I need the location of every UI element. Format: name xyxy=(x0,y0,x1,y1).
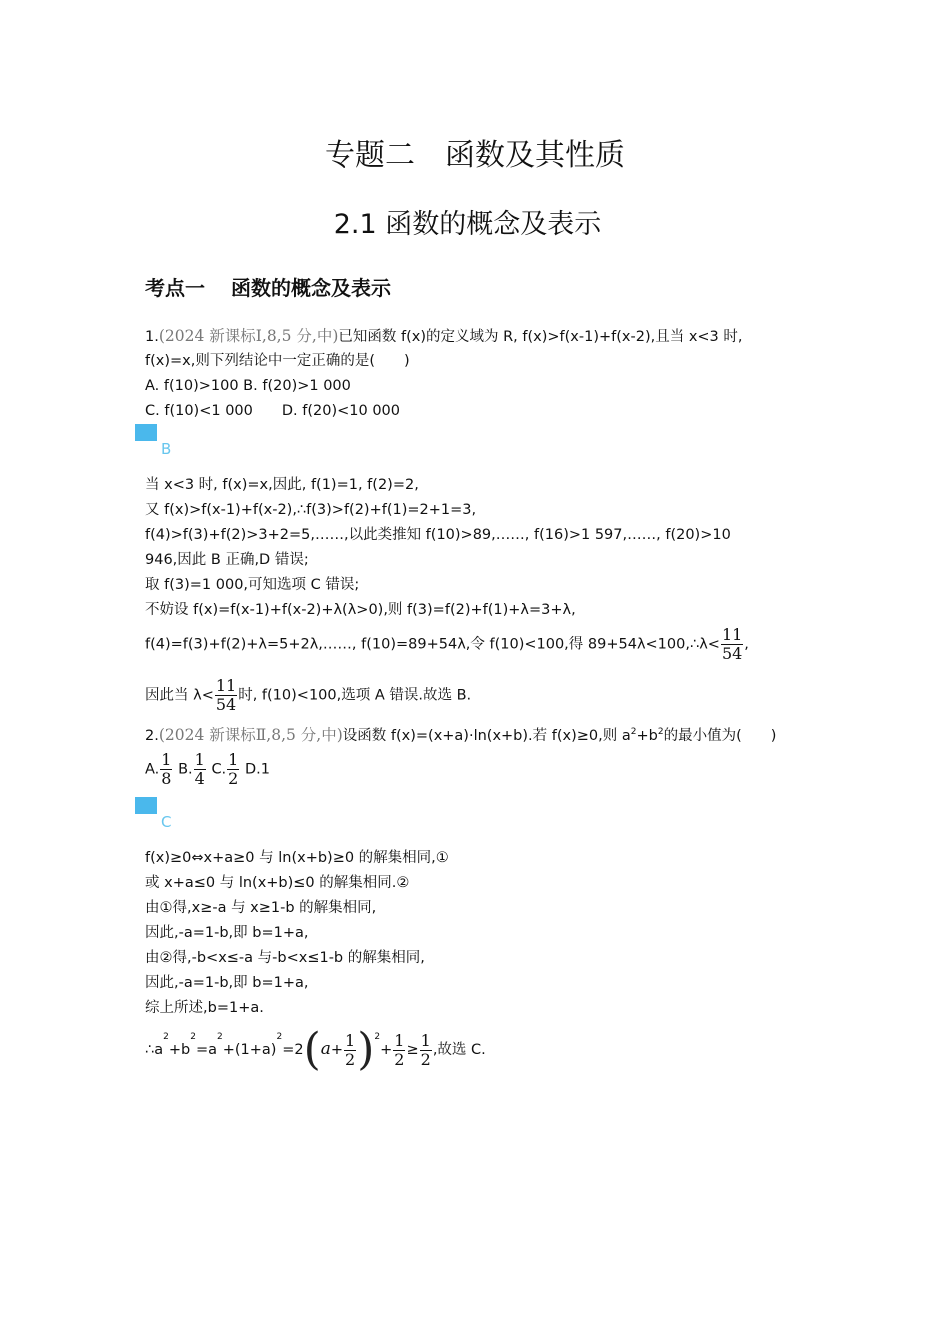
q2-solution-line6: 因此,-a=1-b,即 b=1+a, xyxy=(145,975,309,991)
q2-answer: C xyxy=(161,813,172,831)
fraction-1-4: $\frac{1}{4}$ xyxy=(194,750,205,788)
q1-solution-line7: f(4)=f(3)+f(2)+λ=5+2λ,……, f(10)=89+54λ,令 f(10)<100,得 89+54λ<100,∴λ< $\frac{11}{54}$ , xyxy=(145,625,749,663)
q1-solution-line4: 946,因此 B 正确,D 错误; xyxy=(145,552,309,568)
q2-solution-line7: 综上所述,b=1+a. xyxy=(145,1000,264,1016)
q1-source: (2024 新课标Ⅰ,8,5 分,中) xyxy=(158,327,339,345)
q2-options: A. $\frac{1}{8}$ B. $\frac{1}{4}$ C. $\frac{1}{2}$ D.1 xyxy=(145,750,270,788)
fraction-11-54: $\frac{11}{54}$ xyxy=(721,625,743,663)
q1-solution-line2: 又 f(x)>f(x-1)+f(x-2),∴f(3)>f(2)+f(1)=2+1=3, xyxy=(145,502,477,518)
q2-number: 2. xyxy=(145,728,159,744)
q2-stem-line: 2.(2024 新课标Ⅱ,8,5 分,中)设函数 f(x)=(x+a)·ln(x+b).若 f(x)≥0,则 $a^2+b^2$的最小值为( ) xyxy=(145,726,777,744)
q1-number: 1. xyxy=(145,329,159,345)
q1-solution-line5: 取 f(3)=1 000,可知选项 C 错误; xyxy=(145,577,360,593)
q2-final-line: $\therefore a^2+b^2=a^2+(1+a)^2=2(a+$ $\frac{1}{2}$ )$^2$+ $\frac{1}{2}$ ≥ $\frac{1}{2}$ ,故选 C. xyxy=(145,1024,486,1075)
q1-solution-line6: 不妨设 f(x)=f(x-1)+f(x-2)+λ(λ>0),则 f(3)=f(2)+f(1)+λ=3+λ, xyxy=(145,602,576,618)
q1-stem-line1 xyxy=(145,326,743,347)
q2-solution-line2: 或 x+a≤0 与 ln(x+b)≤0 的解集相同.② xyxy=(145,875,410,891)
fraction-1-2: $\frac{1}{2}$ xyxy=(345,1030,356,1069)
q1-options-line1: A. f(10)>100 B. f(20)>1 000 xyxy=(145,378,351,394)
left-paren: ( xyxy=(303,1024,321,1075)
section-number: 考点一 xyxy=(145,276,205,300)
fraction-1-2: $\frac{1}{2}$ xyxy=(228,750,239,788)
q2-solution-line4: 因此,-a=1-b,即 b=1+a, xyxy=(145,925,309,941)
fraction-1-2: $\frac{1}{2}$ xyxy=(394,1030,405,1069)
q2-solution-line1: f(x)≥0⇔x+a≥0 与 ln(x+b)≥0 的解集相同,① xyxy=(145,850,449,866)
fraction-1-2: $\frac{1}{2}$ xyxy=(420,1030,431,1069)
q1-solution-line1: 当 x<3 时, f(x)=x,因此, f(1)=1, f(2)=2, xyxy=(145,477,419,493)
right-paren: ) xyxy=(357,1024,375,1075)
q1-solution-line3: f(4)>f(3)+f(2)>3+2=5,……,以此类推知 f(10)>89,……, f(16)>1 597,……, f(20)>10 xyxy=(145,527,731,543)
q2-solution-line5: 由②得,-b<x≤-a 与-b<x≤1-b 的解集相同, xyxy=(145,950,425,966)
q1-stem-text1: 已知函数 f(x)的定义域为 R, f(x)>f(x-1)+f(x-2),且当 x<3 时, xyxy=(338,329,743,345)
section-title: 函数的概念及表示 xyxy=(231,276,391,300)
page-subtitle: 2.1 函数的概念及表示 xyxy=(333,209,602,240)
q1-answer-marker xyxy=(135,424,157,441)
q1-solution-line8: 因此当 λ< $\frac{11}{54}$ 时, f(10)<100,选项 A 错误.故选 B. xyxy=(145,676,472,714)
title-part1: 专题二 xyxy=(325,138,415,173)
q1-solution-line7-text: f(4)=f(3)+f(2)+λ=5+2λ,……, f(10)=89+54λ,令 f(10)<100,得 89+54λ<100,∴λ< xyxy=(145,636,720,653)
q2-source: (2024 新课标Ⅱ,8,5 分,中) xyxy=(158,726,343,744)
section-heading xyxy=(145,272,391,301)
fraction-1-8: $\frac{1}{8}$ xyxy=(161,750,172,788)
q1-options-line2: C. f(10)<1 000 D. f(20)<10 000 xyxy=(145,403,401,419)
q2-solution-line3: 由①得,x≥-a 与 x≥1-b 的解集相同, xyxy=(145,900,377,916)
title-part2: 函数及其性质 xyxy=(445,138,625,173)
fraction-11-54: $\frac{11}{54}$ xyxy=(215,676,237,714)
q2-answer-marker xyxy=(135,797,157,814)
q1-answer: B xyxy=(161,440,172,458)
page-title xyxy=(0,130,950,174)
q1-stem-line2: f(x)=x,则下列结论中一定正确的是( ) xyxy=(145,353,410,369)
